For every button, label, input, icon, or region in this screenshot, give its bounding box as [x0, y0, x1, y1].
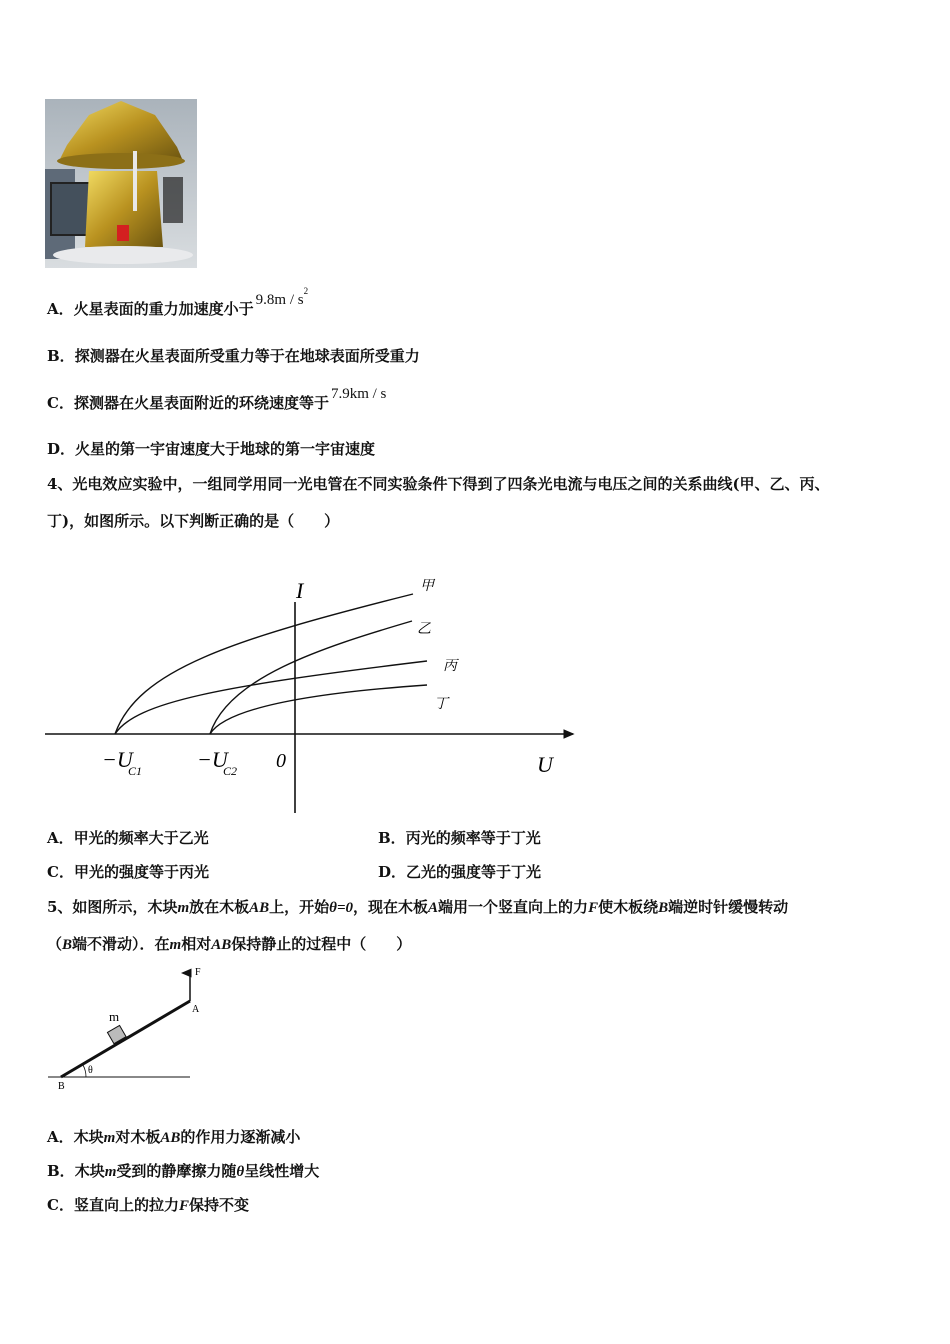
curve-ding [210, 685, 427, 734]
option-b: B．探测器在火星表面所受重力等于在地球表面所受重力 [47, 347, 420, 365]
q5-stem-line2: （B端不滑动）．在m相对AB保持静止的过程中（ ） [47, 935, 412, 953]
mars-probe-photo [45, 99, 197, 268]
end-a-label: A [192, 1004, 200, 1015]
curve-label-bing: 丙 [443, 659, 457, 674]
option-a: A．火星表面的重力加速度小于 $9.8m / s^2$ [47, 286, 309, 318]
curve-label-ding: 丁 [434, 697, 448, 712]
option-d: D．火星的第一宇宙速度大于地球的第一宇宙速度 [47, 440, 376, 458]
incline-figure [44, 963, 204, 1097]
mass-label: m [109, 1009, 120, 1024]
q5-option-c: C．竖直向上的拉力F保持不变 [47, 1196, 249, 1214]
origin-label: 0 [276, 750, 286, 772]
i-axis-label: I [296, 578, 304, 603]
q5-stem-line1: 5、如图所示，木块m放在木板AB上，开始θ=0，现在木板A端用一个竖直向上的力F使木板绕B端逆时针缓慢转动 [47, 898, 789, 916]
uc2-label: −U [197, 747, 228, 772]
q4-option-d: D．乙光的强度等于丁光 [378, 863, 542, 881]
q5-option-b: B．木块m受到的静摩擦力随θ呈线性增大 [47, 1162, 320, 1180]
q5-option-a: A．木块m对木板AB的作用力逐渐减小 [47, 1128, 301, 1146]
force-label: F [195, 967, 201, 978]
board-ab [61, 1001, 190, 1077]
angle-arc [83, 1065, 86, 1077]
photocurrent-graph [40, 568, 585, 822]
uc1-label: −U [102, 747, 133, 772]
q4-stem-line2: 丁)，如图所示。以下判断正确的是（ ） [47, 512, 340, 530]
uc2-sub: C2 [223, 764, 238, 778]
q4-option-b: B．丙光的频率等于丁光 [378, 829, 541, 847]
curve-yi [210, 621, 412, 734]
uc1-sub: C1 [128, 764, 143, 778]
q4-option-a: A．甲光的频率大于乙光 [47, 829, 209, 847]
u-axis-label: U [537, 752, 553, 777]
q4-option-c: C．甲光的强度等于丙光 [47, 863, 209, 881]
end-b-label: B [58, 1081, 65, 1092]
curve-label-yi: 乙 [417, 622, 431, 637]
curve-jia [115, 594, 413, 734]
q4-stem-line1: 4、光电效应实验中，一组同学用同一光电管在不同实验条件下得到了四条光电流与电压之间的关系曲线(甲、乙、丙、 [47, 475, 830, 493]
curve-label-jia: 甲 [420, 579, 434, 594]
curve-bing [115, 661, 427, 734]
option-c: C．探测器在火星表面附近的环绕速度等于 7.9km / s [47, 386, 387, 412]
angle-label: θ [88, 1065, 93, 1076]
